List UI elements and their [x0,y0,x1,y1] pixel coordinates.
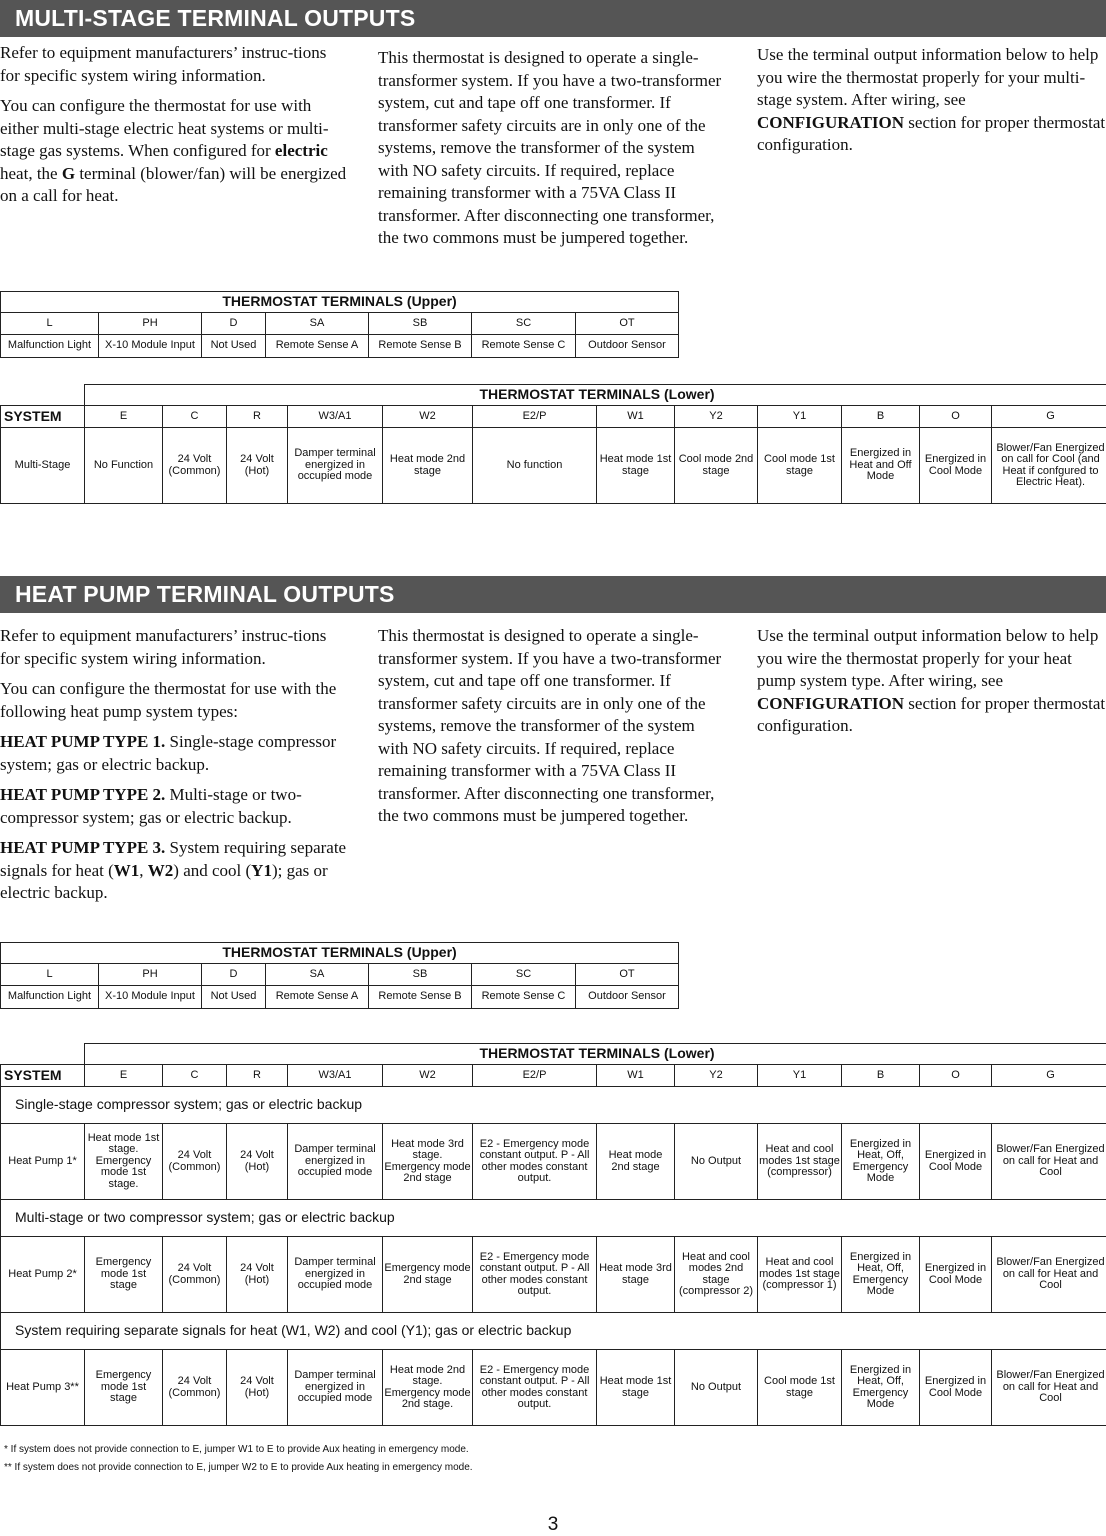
hp1-o: Energized in Cool Mode [920,1124,992,1200]
hp3-r: 24 Volt (Hot) [227,1350,288,1426]
hp3-group-heading: System requiring separate signals for heat (W1, W2) and cool (Y1); gas or electric backup [1,1313,1106,1350]
hp2-c: 24 Volt (Common) [163,1237,227,1313]
hp3-w1: Heat mode 1st stage [597,1350,675,1426]
hp-upper-title: THERMOSTAT TERMINALS (Upper) [1,943,679,964]
ms-lower-h-g: G [992,406,1106,428]
ms-row-w2: Heat mode 2nd stage [383,428,473,504]
ms-lower-h-w3a1: W3/A1 [288,406,383,428]
hp-lower-h-w2: W2 [383,1065,473,1087]
ms-upper-v-ph: X-10 Module Input [99,335,202,358]
hp3-o: Energized in Cool Mode [920,1350,992,1426]
hp-lower-h-o: O [920,1065,992,1087]
ms-lower-h-o: O [920,406,992,428]
hp3-label: Heat Pump 3** [1,1350,85,1426]
ms-upper-h-ot: OT [576,313,679,335]
ms-row-y2: Cool mode 2nd stage [675,428,758,504]
hp1-e2p: E2 - Emergency mode constant output. P - All other modes constant output. [473,1124,597,1200]
ms-column-1 [0,42,350,216]
hp-upper-table [0,942,679,1009]
ms-row-r: 24 Volt (Hot) [227,428,288,504]
hp3-y2: No Output [675,1350,758,1426]
hp-type-1: HEAT PUMP TYPE 1. Single-stage compressor system; gas or electric backup. [0,732,337,774]
ms-lower-h-e2p: E2/P [473,406,597,428]
hp1-y1: Heat and cool modes 1st stage (compressor) [758,1124,842,1200]
hp2-g: Blower/Fan Energized on call for Heat and Cool [992,1237,1106,1313]
hp1-c: 24 Volt (Common) [163,1124,227,1200]
hp-c1-p1: Refer to equipment manufacturers’ instruc-tions for specific system wiring information. [0,626,327,668]
hp-upper-v-d: Not Used [202,986,266,1009]
hp2-w3a1: Damper terminal energized in occupied mode [288,1237,383,1313]
hp-lower-h-b: B [842,1065,920,1087]
ms-lower-h-e: E [85,406,163,428]
hp-upper-v-sa: Remote Sense A [266,986,369,1009]
ms-row-e2p: No function [473,428,597,504]
ms-upper-h-ph: PH [99,313,202,335]
footnote-1: * If system does not provide connection to E, jumper W1 to E to provide Aux heating in emergency mode. [4,1444,469,1455]
ms-column-2 [378,47,728,258]
hp-type-2: HEAT PUMP TYPE 2. Multi-stage or two-compressor system; gas or electric backup. [0,785,302,827]
hp3-e: Emergency mode 1st stage [85,1350,163,1426]
ms-lower-h-b: B [842,406,920,428]
hp1-y2: No Output [675,1124,758,1200]
hp-lower-h-y2: Y2 [675,1065,758,1087]
hp2-o: Energized in Cool Mode [920,1237,992,1313]
hp-column-3 [757,625,1106,746]
hp-lower-h-c: C [163,1065,227,1087]
ms-upper-h-sa: SA [266,313,369,335]
hp2-w2: Emergency mode 2nd stage [383,1237,473,1313]
ms-lower-h-w1: W1 [597,406,675,428]
hp-upper-h-sa: SA [266,964,369,986]
hp2-label: Heat Pump 2* [1,1237,85,1313]
hp-c1-p2: You can configure the thermostat for use with the following heat pump system types: [0,679,337,721]
ms-row-b: Energized in Heat and Off Mode [842,428,920,504]
hp-lower-table [0,1043,1106,1426]
hp-upper-v-sb: Remote Sense B [369,986,472,1009]
hp-column-1 [0,625,350,913]
ms-upper-v-sb: Remote Sense B [369,335,472,358]
ms-lower-h-r: R [227,406,288,428]
hp3-c: 24 Volt (Common) [163,1350,227,1426]
ms-upper-v-ot: Outdoor Sensor [576,335,679,358]
page-number: 3 [547,1514,559,1535]
hp3-e2p: E2 - Emergency mode constant output. P - All other modes constant output. [473,1350,597,1426]
hp1-r: 24 Volt (Hot) [227,1124,288,1200]
hp-lower-h-y1: Y1 [758,1065,842,1087]
hp2-w1: Heat mode 3rd stage [597,1237,675,1313]
ms-row-label: Multi-Stage [1,428,85,504]
hp-lower-h-w3a1: W3/A1 [288,1065,383,1087]
hp-upper-h-sb: SB [369,964,472,986]
ms-c1-p1: Refer to equipment manufacturers’ instruc-tions for specific system wiring information. [0,43,327,85]
ms-row-o: Energized in Cool Mode [920,428,992,504]
hp-upper-v-sc: Remote Sense C [472,986,576,1009]
hp1-b: Energized in Heat, Off, Emergency Mode [842,1124,920,1200]
ms-row-y1: Cool mode 1st stage [758,428,842,504]
hp1-label: Heat Pump 1* [1,1124,85,1200]
ms-upper-table [0,291,679,358]
hp-c3-p1: Use the terminal output information below to help you wire the thermostat properly for your heat pump system type. After wiring, see CONFIGURATION section for proper thermostat configuration. [757,626,1106,735]
ms-column-3 [757,44,1106,165]
hp-lower-h-w1: W1 [597,1065,675,1087]
ms-c1-p2: You can configure the thermostat for use with either multi-stage electric heat systems or multi-stage gas systems. When configured for electric heat, the G terminal (blower/fan) will be energized on a call for heat. [0,96,347,205]
hp-column-2 [378,625,728,836]
hp3-b: Energized in Heat, Off, Emergency Mode [842,1350,920,1426]
ms-system-label: SYSTEM [1,406,85,428]
ms-lower-h-y1: Y1 [758,406,842,428]
hp2-y1: Heat and cool modes 1st stage (compressor 1) [758,1237,842,1313]
hp-upper-v-ph: X-10 Module Input [99,986,202,1009]
hp-upper-h-sc: SC [472,964,576,986]
hp1-w3a1: Damper terminal energized in occupied mode [288,1124,383,1200]
ms-row-w1: Heat mode 1st stage [597,428,675,504]
ms-upper-title: THERMOSTAT TERMINALS (Upper) [1,292,679,313]
hp3-y1: Cool mode 1st stage [758,1350,842,1426]
hp-lower-h-g: G [992,1065,1106,1087]
hp3-w3a1: Damper terminal energized in occupied mode [288,1350,383,1426]
ms-upper-h-d: D [202,313,266,335]
ms-lower-h-y2: Y2 [675,406,758,428]
ms-upper-h-l: L [1,313,99,335]
hp-c2-p1: This thermostat is designed to operate a single-transformer system. If you have a two-transformer system, cut and tape off one transformer. If transformer safety circuits are in only one of the systems, remove the transformer of the system with NO safety circuits. If required, replace remaining transformer with a 75VA Class II transformer. After disconnecting one transformer, the two commons must be jumpered together. [378,626,722,825]
hp-system-label: SYSTEM [1,1065,85,1087]
footnote-2: ** If system does not provide connection to E, jumper W2 to E to provide Aux heating in emergency mode. [4,1462,473,1473]
hp-lower-h-r: R [227,1065,288,1087]
hp1-g: Blower/Fan Energized on call for Heat and Cool [992,1124,1106,1200]
ms-upper-v-d: Not Used [202,335,266,358]
heat-pump-banner: HEAT PUMP TERMINAL OUTPUTS [0,576,1106,613]
hp-upper-h-ot: OT [576,964,679,986]
ms-upper-v-l: Malfunction Light [1,335,99,358]
hp-type-3: HEAT PUMP TYPE 3. System requiring separate signals for heat (W1, W2) and cool (Y1); gas or electric backup. [0,838,347,902]
hp-upper-h-d: D [202,964,266,986]
hp3-w2: Heat mode 2nd stage. Emergency mode 2nd stage. [383,1350,473,1426]
hp2-r: 24 Volt (Hot) [227,1237,288,1313]
ms-upper-v-sc: Remote Sense C [472,335,576,358]
ms-row-g: Blower/Fan Energized on call for Cool (and Heat if confgured to Electric Heat). [992,428,1106,504]
hp2-y2: Heat and cool modes 2nd stage (compressor 2) [675,1237,758,1313]
hp1-w2: Heat mode 3rd stage. Emergency mode 2nd stage [383,1124,473,1200]
ms-lower-table [0,384,1106,504]
multi-stage-banner: MULTI-STAGE TERMINAL OUTPUTS [0,0,1106,37]
hp-lower-h-e2p: E2/P [473,1065,597,1087]
ms-lower-title: THERMOSTAT TERMINALS (Lower) [85,385,1106,406]
hp-upper-h-l: L [1,964,99,986]
ms-row-c: 24 Volt (Common) [163,428,227,504]
ms-row-e: No Function [85,428,163,504]
hp2-group-heading: Multi-stage or two compressor system; gas or electric backup [1,1200,1106,1237]
ms-upper-h-sb: SB [369,313,472,335]
ms-c2-p1: This thermostat is designed to operate a single-transformer system. If you have a two-transformer system, cut and tape off one transformer. If transformer safety circuits are in only one of the systems, remove the transformer of the system with NO safety circuits. If required, replace remaining transformer with a 75VA Class II transformer. After disconnecting one transformer, the two commons must be jumpered together. [378,48,722,247]
ms-upper-v-sa: Remote Sense A [266,335,369,358]
ms-c3-p1: Use the terminal output information below to help you wire the thermostat properly for your multi-stage system. After wiring, see CONFIGURATION section for proper thermostat configuration. [757,45,1106,154]
ms-lower-h-c: C [163,406,227,428]
hp-upper-v-ot: Outdoor Sensor [576,986,679,1009]
ms-upper-h-sc: SC [472,313,576,335]
ms-lower-h-w2: W2 [383,406,473,428]
hp-upper-h-ph: PH [99,964,202,986]
hp2-e2p: E2 - Emergency mode constant output. P - All other modes constant output. [473,1237,597,1313]
ms-row-w3a1: Damper terminal energized in occupied mode [288,428,383,504]
hp1-group-heading: Single-stage compressor system; gas or electric backup [1,1087,1106,1124]
hp2-e: Emergency mode 1st stage [85,1237,163,1313]
hp2-b: Energized in Heat, Off, Emergency Mode [842,1237,920,1313]
hp-upper-v-l: Malfunction Light [1,986,99,1009]
hp3-g: Blower/Fan Energized on call for Heat and Cool [992,1350,1106,1426]
hp-lower-title: THERMOSTAT TERMINALS (Lower) [85,1044,1106,1065]
hp1-e: Heat mode 1st stage. Emergency mode 1st stage. [85,1124,163,1200]
hp1-w1: Heat mode 2nd stage [597,1124,675,1200]
hp-lower-h-e: E [85,1065,163,1087]
